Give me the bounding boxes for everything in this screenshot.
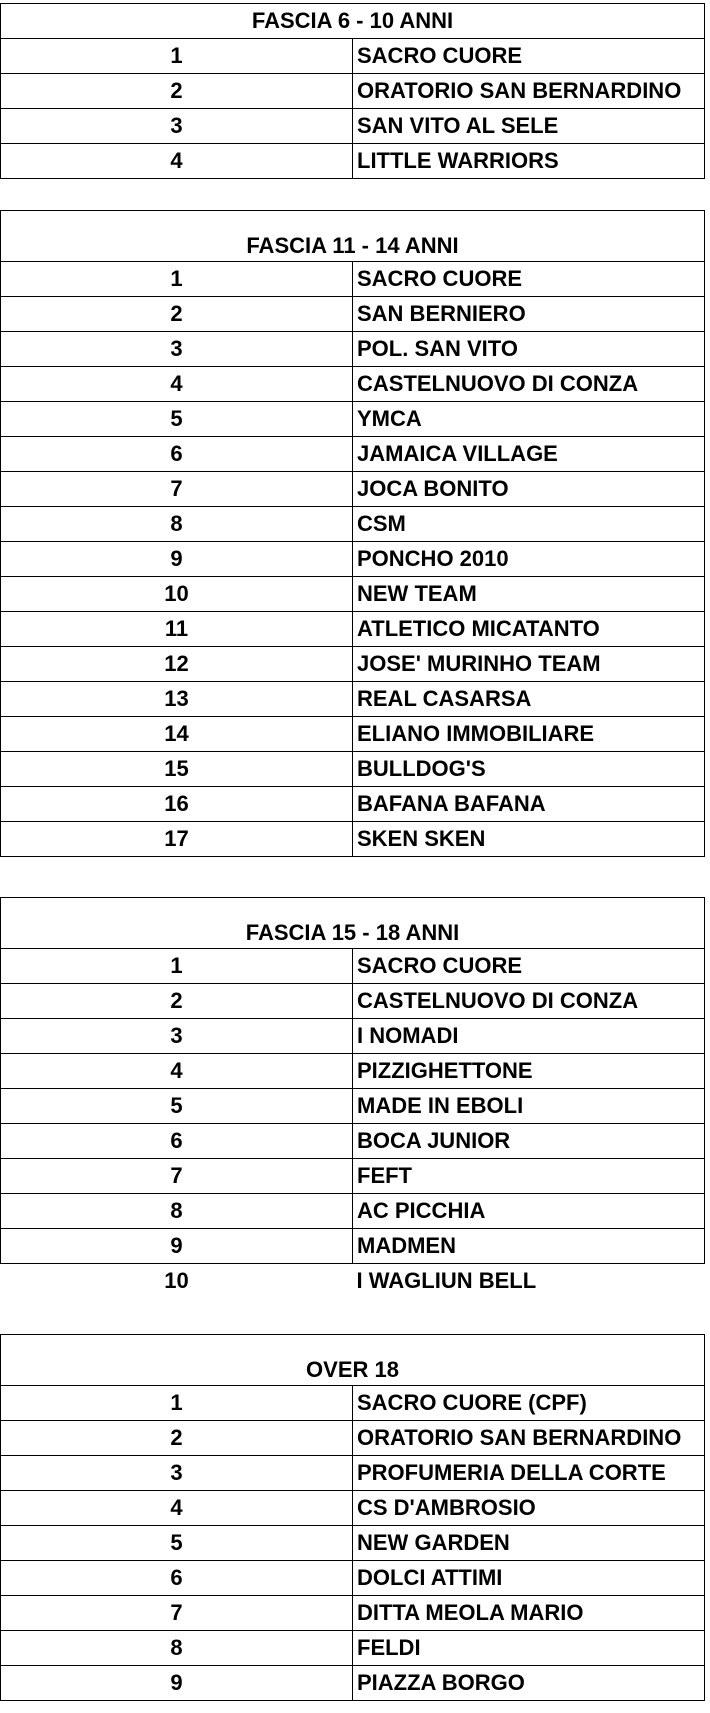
team-name: SAN BERNIERO [353, 297, 705, 332]
team-name: ATLETICO MICATANTO [353, 612, 705, 647]
rank-number: 5 [1, 1526, 353, 1561]
team-name: MADE IN EBOLI [353, 1089, 705, 1124]
team-name: YMCA [353, 402, 705, 437]
rank-number: 3 [1, 332, 353, 367]
team-row [1, 577, 705, 612]
rank-number: 6 [1, 437, 353, 472]
category-title: FASCIA 11 - 14 ANNI [1, 211, 705, 262]
category-title: FASCIA 6 - 10 ANNI [1, 4, 705, 39]
team-row [1, 1229, 705, 1264]
rank-number: 1 [1, 39, 353, 74]
team-name: DOLCI ATTIMI [353, 1561, 705, 1596]
rank-number: 5 [1, 402, 353, 437]
category-title: FASCIA 15 - 18 ANNI [1, 898, 705, 949]
rank-number: 9 [1, 1666, 353, 1701]
rank-number: 8 [1, 507, 353, 542]
category-header-row [1, 211, 705, 262]
team-row [1, 647, 705, 682]
category-title: OVER 18 [1, 1335, 705, 1386]
team-row [1, 1491, 705, 1526]
team-row [1, 612, 705, 647]
rank-number: 10 [1, 577, 353, 612]
team-name: PROFUMERIA DELLA CORTE [353, 1456, 705, 1491]
team-name: PIAZZA BORGO [353, 1666, 705, 1701]
team-name: PONCHO 2010 [353, 542, 705, 577]
category-table [0, 3, 705, 179]
team-name: FEFT [353, 1159, 705, 1194]
team-name: ORATORIO SAN BERNARDINO [353, 74, 705, 109]
rank-number: 9 [1, 1229, 353, 1264]
rank-number: 13 [1, 682, 353, 717]
rank-number: 4 [1, 1054, 353, 1089]
rank-number: 2 [1, 74, 353, 109]
team-name: BAFANA BAFANA [353, 787, 705, 822]
team-name: CSM [353, 507, 705, 542]
rank-number: 7 [1, 1596, 353, 1631]
rank-number: 3 [1, 109, 353, 144]
team-name: SACRO CUORE [353, 39, 705, 74]
team-name: DITTA MEOLA MARIO [353, 1596, 705, 1631]
team-name: MADMEN [353, 1229, 705, 1264]
team-row [1, 1089, 705, 1124]
category-table [0, 210, 705, 857]
rank-number: 4 [1, 144, 353, 179]
team-name: BULLDOG'S [353, 752, 705, 787]
team-name: NEW TEAM [353, 577, 705, 612]
team-row [1, 262, 705, 297]
team-row [1, 1421, 705, 1456]
team-row [1, 402, 705, 437]
team-row [1, 542, 705, 577]
team-name: I WAGLIUN BELL [353, 1264, 705, 1299]
team-name: SAN VITO AL SELE [353, 109, 705, 144]
team-row [1, 984, 705, 1019]
team-name: SKEN SKEN [353, 822, 705, 857]
team-name: CASTELNUOVO DI CONZA [353, 984, 705, 1019]
rank-number: 12 [1, 647, 353, 682]
team-row [1, 437, 705, 472]
team-row [1, 717, 705, 752]
rank-number: 4 [1, 1491, 353, 1526]
team-row [1, 1386, 705, 1421]
team-name: REAL CASARSA [353, 682, 705, 717]
team-row [1, 787, 705, 822]
team-name: SACRO CUORE [353, 262, 705, 297]
team-name: POL. SAN VITO [353, 332, 705, 367]
category-table [0, 1334, 705, 1701]
team-name: JOCA BONITO [353, 472, 705, 507]
rank-number: 6 [1, 1561, 353, 1596]
rank-number: 16 [1, 787, 353, 822]
team-name: ORATORIO SAN BERNARDINO [353, 1421, 705, 1456]
rank-number: 6 [1, 1124, 353, 1159]
category-header-row [1, 1335, 705, 1386]
team-row [1, 1264, 705, 1299]
team-row [1, 1526, 705, 1561]
team-row [1, 1666, 705, 1701]
team-name: JAMAICA VILLAGE [353, 437, 705, 472]
team-row [1, 1124, 705, 1159]
rank-number: 7 [1, 472, 353, 507]
rank-number: 17 [1, 822, 353, 857]
team-row [1, 144, 705, 179]
team-name: CS D'AMBROSIO [353, 1491, 705, 1526]
team-row [1, 1631, 705, 1666]
team-row [1, 507, 705, 542]
team-row [1, 39, 705, 74]
team-name: LITTLE WARRIORS [353, 144, 705, 179]
rank-number: 14 [1, 717, 353, 752]
rank-number: 2 [1, 1421, 353, 1456]
team-row [1, 1456, 705, 1491]
rank-number: 7 [1, 1159, 353, 1194]
team-row [1, 74, 705, 109]
team-row [1, 109, 705, 144]
team-row [1, 297, 705, 332]
team-row [1, 752, 705, 787]
team-row [1, 472, 705, 507]
team-name: CASTELNUOVO DI CONZA [353, 367, 705, 402]
team-name: SACRO CUORE [353, 949, 705, 984]
team-row [1, 1054, 705, 1089]
category-table [0, 897, 705, 1298]
team-row [1, 682, 705, 717]
category-header-row [1, 4, 705, 39]
team-row [1, 1019, 705, 1054]
rank-number: 4 [1, 367, 353, 402]
team-name: BOCA JUNIOR [353, 1124, 705, 1159]
team-row [1, 1561, 705, 1596]
rank-number: 15 [1, 752, 353, 787]
rank-number: 11 [1, 612, 353, 647]
rank-number: 8 [1, 1631, 353, 1666]
rank-number: 8 [1, 1194, 353, 1229]
team-row [1, 949, 705, 984]
team-name: NEW GARDEN [353, 1526, 705, 1561]
category-header-row [1, 898, 705, 949]
team-name: AC PICCHIA [353, 1194, 705, 1229]
team-name: SACRO CUORE (CPF) [353, 1386, 705, 1421]
team-name: PIZZIGHETTONE [353, 1054, 705, 1089]
team-name: ELIANO IMMOBILIARE [353, 717, 705, 752]
rank-number: 1 [1, 1386, 353, 1421]
team-name: JOSE' MURINHO TEAM [353, 647, 705, 682]
rank-number: 1 [1, 262, 353, 297]
rank-number: 2 [1, 297, 353, 332]
rank-number: 9 [1, 542, 353, 577]
team-row [1, 1159, 705, 1194]
team-row [1, 367, 705, 402]
rank-number: 3 [1, 1019, 353, 1054]
team-row [1, 1596, 705, 1631]
rank-number: 1 [1, 949, 353, 984]
team-name: I NOMADI [353, 1019, 705, 1054]
team-row [1, 332, 705, 367]
team-row [1, 1194, 705, 1229]
team-name: FELDI [353, 1631, 705, 1666]
rank-number: 3 [1, 1456, 353, 1491]
rank-number: 10 [1, 1264, 353, 1299]
rank-number: 5 [1, 1089, 353, 1124]
rank-number: 2 [1, 984, 353, 1019]
team-row [1, 822, 705, 857]
